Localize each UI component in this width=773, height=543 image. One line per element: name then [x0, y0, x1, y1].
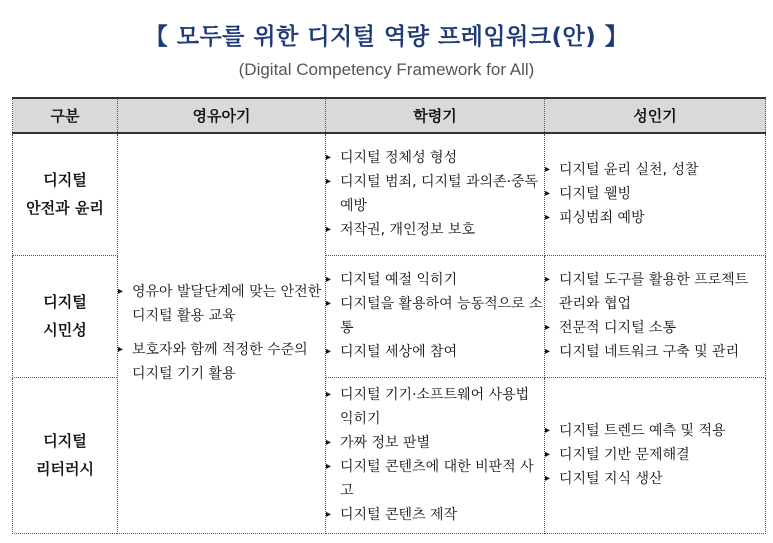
- list-item: ▸ 디지털 정체성 형성: [326, 146, 544, 170]
- bullet-icon: ▸: [545, 212, 551, 224]
- list-item: ▸ 디지털 기기·소프트웨어 사용법 익히기: [326, 383, 544, 431]
- row-label-line: 디지털: [43, 293, 87, 311]
- bullet-icon: ▸: [545, 188, 551, 200]
- row-label-line: 시민성: [43, 321, 87, 339]
- bullet-icon: ▸: [326, 437, 332, 448]
- table-row: [13, 133, 766, 255]
- row-label-line: 안전과 윤리: [26, 199, 104, 218]
- bullet-icon: ▸: [545, 425, 551, 436]
- bullet-icon: ▸: [118, 286, 124, 298]
- adult-cell: [545, 255, 766, 377]
- list-item: ▸ 전문적 디지털 소통: [545, 316, 765, 340]
- list-item: ▸ 디지털 지식 생산: [545, 467, 765, 491]
- bullet-icon: ▸: [545, 322, 551, 333]
- bullet-icon: ▸: [545, 346, 551, 357]
- bullet-icon: ▸: [326, 298, 332, 309]
- list-item: ▸ 디지털 콘텐츠 제작: [326, 503, 544, 527]
- list-item: ▸ 디지털 트렌드 예측 및 적용: [545, 419, 765, 443]
- bullet-icon: ▸: [326, 152, 332, 164]
- row-label-line: 리터러시: [36, 460, 94, 478]
- adult-cell: [545, 377, 766, 533]
- header-early-childhood: 영유아기: [118, 98, 326, 133]
- bullet-icon: ▸: [326, 509, 332, 520]
- early-childhood-cell: [118, 133, 326, 533]
- page-title: 【 모두를 위한 디지털 역량 프레임워크(안) 】: [144, 24, 629, 50]
- list-item: ▸ 디지털 윤리 실천, 성찰: [545, 158, 765, 182]
- row-label-citizenship: [13, 255, 118, 377]
- list-item: ▸ 보호자와 함께 적정한 수준의 디지털 기기 활용: [118, 338, 325, 386]
- bullet-icon: ▸: [326, 224, 332, 236]
- header-row: [13, 98, 766, 133]
- list-item: ▸ 저작권, 개인정보 보호: [326, 218, 544, 242]
- header-school-age: 학령기: [326, 98, 545, 133]
- bullet-icon: ▸: [326, 461, 332, 472]
- bullet-icon: ▸: [326, 346, 332, 357]
- bullet-icon: ▸: [118, 344, 124, 356]
- bullet-icon: ▸: [326, 389, 332, 400]
- list-item: ▸ 가짜 정보 판별: [326, 431, 544, 455]
- header-adult: 성인기: [545, 98, 766, 133]
- row-label-literacy: [13, 377, 118, 533]
- list-item: ▸ 디지털 콘텐츠에 대한 비판적 사고: [326, 455, 544, 503]
- header-category: 구분: [13, 98, 118, 133]
- list-item: ▸ 디지털 도구를 활용한 프로젝트 관리와 협업: [545, 268, 765, 316]
- school-age-cell: [326, 255, 545, 377]
- row-label-line: 디지털: [43, 432, 87, 450]
- bullet-icon: ▸: [545, 473, 551, 484]
- bullet-icon: ▸: [545, 164, 551, 176]
- bullet-icon: ▸: [326, 274, 332, 285]
- list-item: ▸ 영유아 발달단계에 맞는 안전한 디지털 활용 교육: [118, 280, 325, 328]
- list-item: ▸ 디지털 예절 익히기: [326, 268, 544, 292]
- page-subtitle: (Digital Competency Framework for All): [238, 60, 535, 79]
- list-item: ▸ 디지털을 활용하여 능동적으로 소통: [326, 292, 544, 340]
- list-item: ▸ 디지털 세상에 참여: [326, 340, 544, 364]
- list-item: ▸ 디지털 기반 문제해결: [545, 443, 765, 467]
- row-label-safety-ethics: [13, 133, 118, 255]
- row-label-line: 디지털: [43, 171, 87, 190]
- bullet-icon: ▸: [326, 176, 332, 188]
- list-item: ▸ 디지털 웰빙: [545, 182, 765, 206]
- list-item: ▸ 피싱범죄 예방: [545, 206, 765, 230]
- adult-cell: [545, 133, 766, 255]
- school-age-cell: [326, 377, 545, 533]
- bullet-icon: ▸: [545, 449, 551, 460]
- school-age-cell: [326, 133, 545, 255]
- framework-table: [12, 97, 766, 534]
- list-item: ▸ 디지털 네트워크 구축 및 관리: [545, 340, 765, 364]
- list-item: ▸ 디지털 범죄, 디지털 과의존·중독 예방: [326, 170, 544, 218]
- bullet-icon: ▸: [545, 274, 551, 285]
